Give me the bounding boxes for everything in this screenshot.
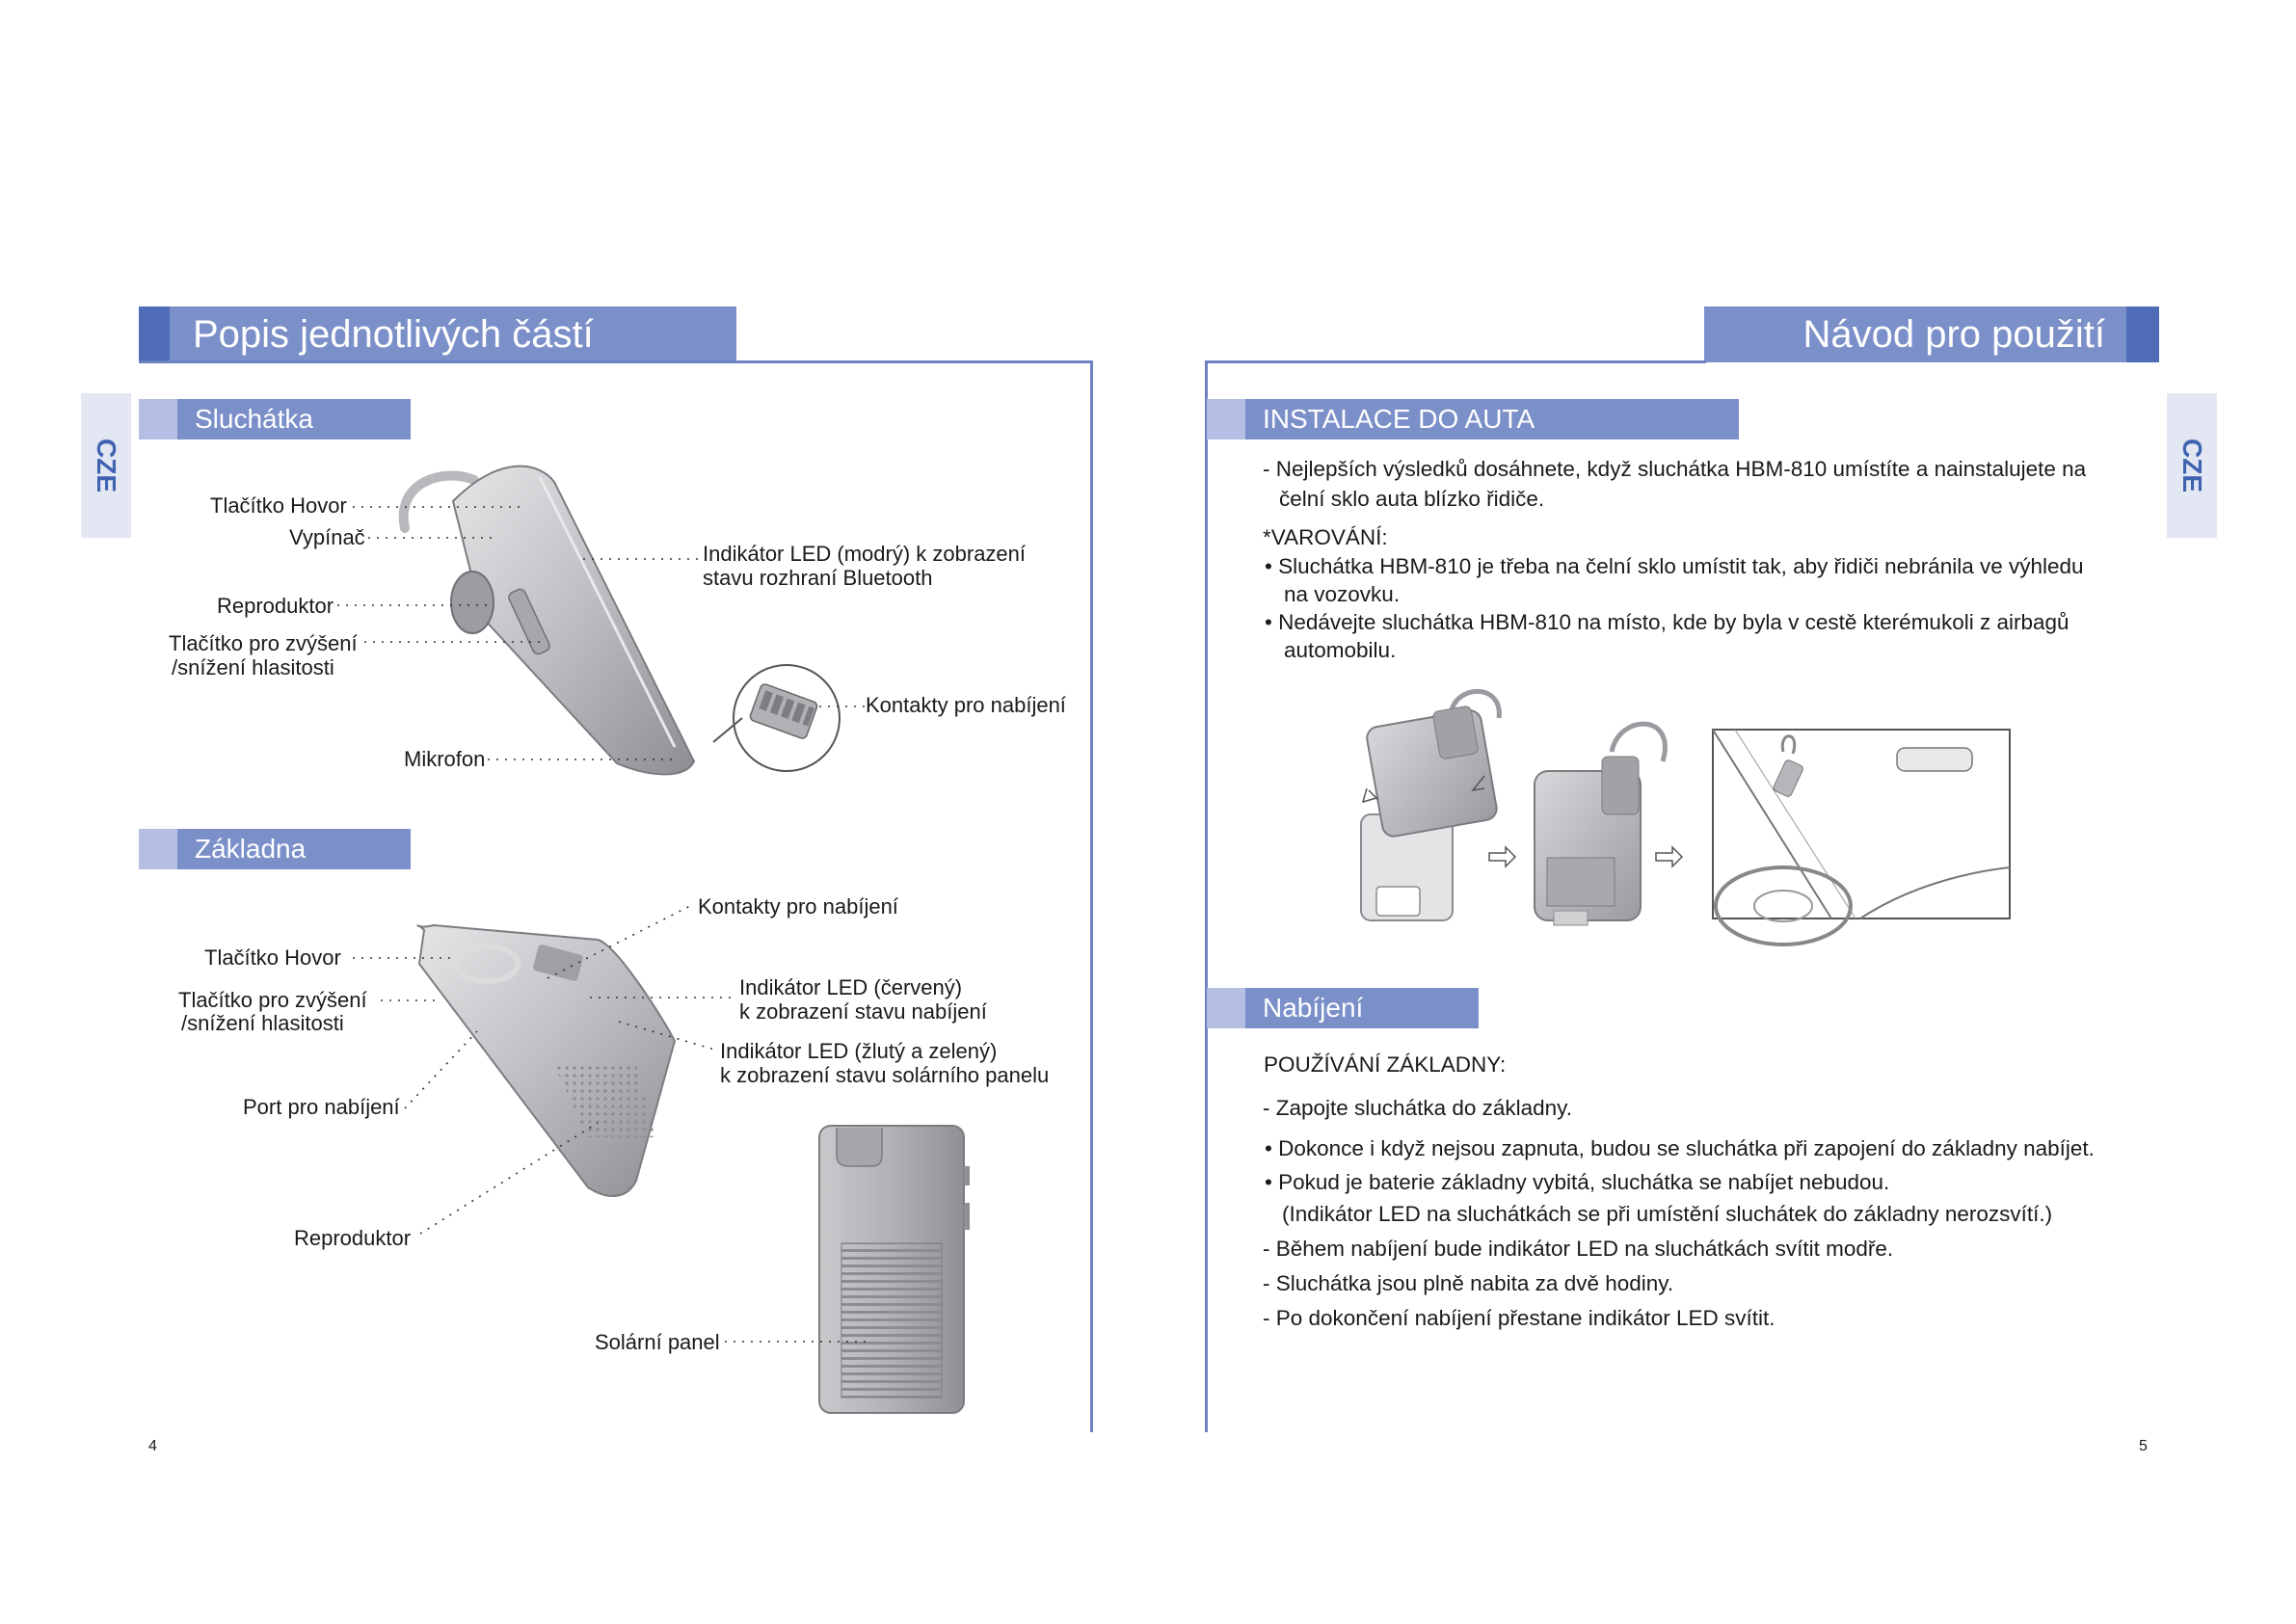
arrow-icon [1656,847,1682,866]
label-led-red-2: k zobrazení stavu nabíjení [739,999,987,1024]
label-base-speaker: Reproduktor [294,1226,412,1250]
install-line: - Nejlepších výsledků dosáhnete, když sluchátka HBM-810 umístíte a nainstalujete na [1263,457,2087,481]
page-number-right: 5 [2139,1438,2148,1454]
label-base-volume-2: /snížení hlasitosti [181,1011,344,1035]
base-heading: Základna [139,829,411,869]
label-power-switch: Vypínač [289,525,365,549]
label-led-red-1: Indikátor LED (červený) [739,975,963,999]
charging-line: (Indikátor LED na sluchátkách se při umístění sluchátek do základny nerozsvítí.) [1282,1202,2053,1226]
label-contacts-headset: Kontakty pro nabíjení [866,693,1066,717]
label-led-yg-1: Indikátor LED (žlutý a zelený) [720,1039,998,1063]
left-side-tab: CZE [81,393,131,538]
install-step-2 [1535,724,1665,925]
charging-line: • Dokonce i když nejsou zapnuta, budou se sluchátka při zapojení do základny nabíjet. [1265,1136,2095,1160]
charging-line: - Po dokončení nabíjení přestane indikátor LED svítit. [1263,1306,1775,1330]
charging-heading: Nabíjení [1207,988,1479,1028]
install-line: na vozovku. [1284,582,1401,606]
right-side-tab: CZE [2167,393,2217,538]
label-led-yg-2: k zobrazení stavu solárního panelu [720,1063,1050,1087]
charging-line: • Pokud je baterie základny vybitá, sluchátka se nabíjet nebudou. [1265,1170,1890,1194]
arrow-icon [1489,847,1515,866]
warning-title: *VAROVÁNÍ: [1263,525,1388,549]
car-interior [1713,730,2010,945]
install-heading: INSTALACE DO AUTA [1207,399,1739,439]
label-contacts-base: Kontakty pro nabíjení [698,894,898,918]
charging-subheading: POUŽÍVÁNÍ ZÁKLADNY: [1264,1052,1507,1077]
label-base-call-button: Tlačítko Hovor [204,945,341,970]
label-volume-2: /snížení hlasitosti [172,655,334,679]
charging-line: - Během nabíjení bude indikátor LED na sluchátkách svítit modře. [1263,1237,1894,1261]
label-charge-port: Port pro nabíjení [243,1095,400,1119]
headset-heading: Sluchátka [139,399,411,439]
label-led-blue-2: stavu rozhraní Bluetooth [703,566,933,590]
page-number-left: 4 [148,1438,157,1454]
install-line: • Nedávejte sluchátka HBM-810 na místo, kde by byla v cestě kterémukoli z airbagů [1265,610,2069,634]
label-solar-panel: Solární panel [595,1330,720,1354]
charging-line: - Zapojte sluchátka do základny. [1263,1096,1573,1120]
label-call-button: Tlačítko Hovor [210,493,347,518]
label-microphone: Mikrofon [404,747,486,771]
install-line: automobilu. [1284,638,1397,662]
install-step-1 [1361,691,1499,920]
label-speaker: Reproduktor [217,594,334,618]
label-base-volume-1: Tlačítko pro zvýšení [178,988,367,1012]
label-led-blue-1: Indikátor LED (modrý) k zobrazení [703,542,1027,566]
install-line: • Sluchátka HBM-810 je třeba na čelní sklo umístit tak, aby řidiči nebránila ve výhledu [1265,554,2084,578]
label-volume-1: Tlačítko pro zvýšení [169,631,358,655]
left-page-title: Popis jednotlivých částí [193,313,594,356]
install-line: čelní sklo auta blízko řidiče. [1279,487,1545,511]
charging-line: - Sluchátka jsou plně nabita za dvě hodiny. [1263,1271,1674,1295]
right-page-title: Návod pro použití [1802,313,2105,356]
